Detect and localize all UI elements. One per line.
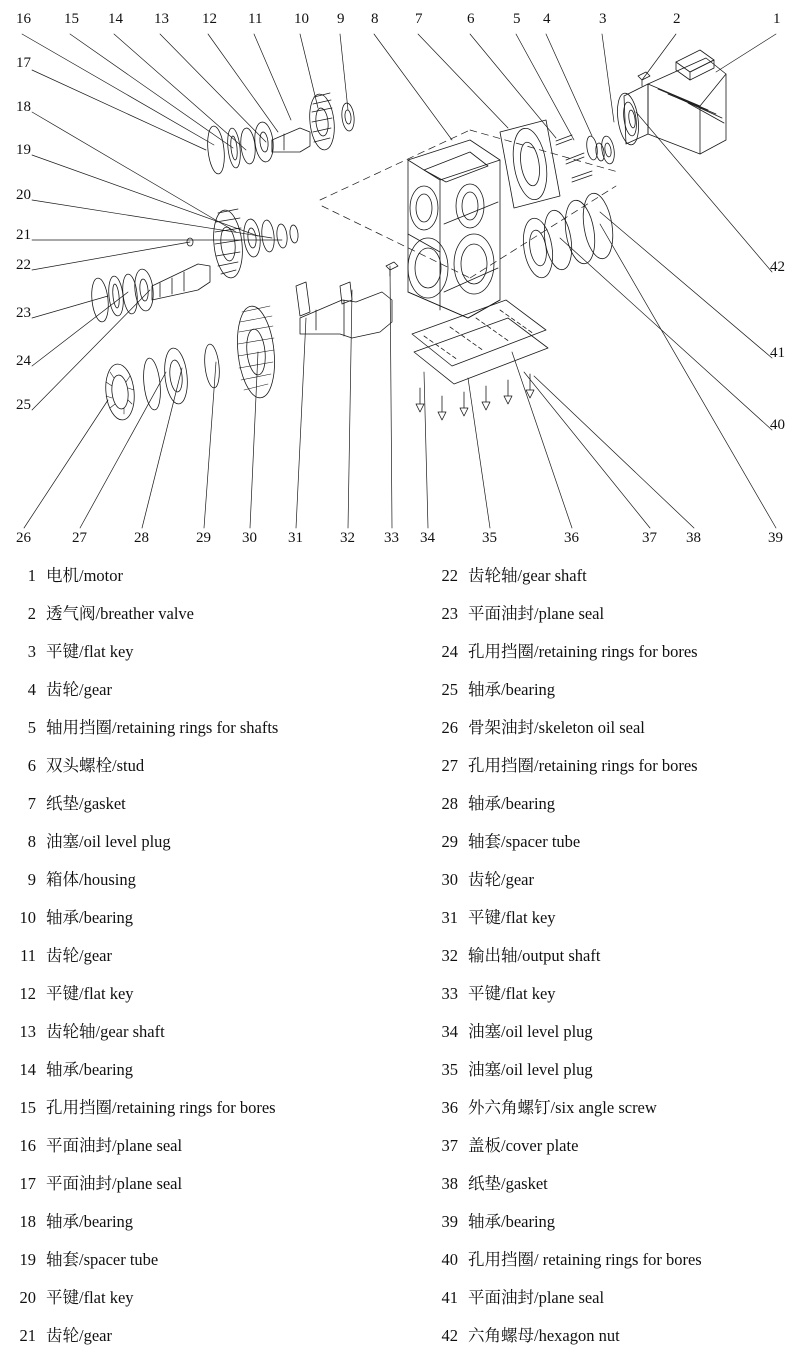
legend-index: 18	[19, 1212, 36, 1231]
legend-index: 4	[27, 680, 36, 699]
list-item	[8, 600, 408, 638]
callout-29: 29	[196, 530, 211, 546]
legend-label: 透气阀/breather valve	[46, 604, 194, 623]
list-item	[430, 1094, 800, 1132]
callout-13: 13	[154, 11, 169, 27]
callout-35: 35	[482, 530, 497, 546]
list-item	[8, 942, 408, 980]
legend-label: 孔用挡圈/retaining rings for bores	[468, 756, 698, 775]
legend-index: 13	[19, 1022, 36, 1041]
list-item	[8, 638, 408, 676]
list-item	[8, 676, 408, 714]
legend-label: 轴承/bearing	[468, 794, 556, 813]
legend-label: 油塞/oil level plug	[468, 1060, 593, 1079]
legend-index: 31	[441, 908, 458, 927]
callout-37: 37	[642, 530, 657, 546]
legend-index: 7	[27, 794, 36, 813]
legend-label: 平面油封/plane seal	[46, 1136, 183, 1155]
callout-15: 15	[64, 11, 79, 27]
callout-6: 6	[467, 11, 475, 27]
legend-label: 孔用挡圈/ retaining rings for bores	[468, 1250, 702, 1269]
callout-28: 28	[134, 530, 149, 546]
list-item	[430, 980, 800, 1018]
list-item	[8, 714, 408, 752]
parts-legend-column-right	[430, 562, 800, 1360]
legend-index: 34	[441, 1022, 458, 1041]
legend-index: 23	[441, 604, 458, 623]
legend-index: 20	[19, 1288, 36, 1307]
list-item	[430, 1322, 800, 1360]
legend-index: 24	[441, 642, 458, 661]
callout-25: 25	[16, 397, 31, 413]
legend-index: 1	[27, 566, 36, 585]
callout-5: 5	[513, 11, 521, 27]
list-item	[8, 1170, 408, 1208]
legend-label: 平键/flat key	[46, 642, 134, 661]
legend-label: 六角螺母/hexagon nut	[468, 1326, 620, 1345]
legend-label: 纸垫/gasket	[46, 794, 126, 813]
legend-index: 9	[27, 870, 36, 889]
legend-index: 27	[441, 756, 458, 775]
list-item	[430, 638, 800, 676]
legend-index: 10	[19, 908, 36, 927]
callout-27: 27	[72, 530, 87, 546]
callout-39: 39	[768, 530, 783, 546]
legend-index: 8	[27, 832, 36, 851]
legend-index: 25	[441, 680, 458, 699]
callout-9: 9	[337, 11, 345, 27]
legend-label: 平键/flat key	[468, 984, 556, 1003]
callout-10: 10	[294, 11, 309, 27]
legend-index: 29	[441, 832, 458, 851]
exploded-assembly-drawing	[0, 0, 800, 560]
legend-index: 32	[441, 946, 458, 965]
list-item	[430, 752, 800, 790]
list-item	[430, 1284, 800, 1322]
legend-index: 41	[441, 1288, 458, 1307]
legend-label: 齿轮轴/gear shaft	[46, 1022, 165, 1041]
legend-index: 21	[19, 1326, 36, 1345]
legend-label: 齿轮/gear	[46, 946, 112, 965]
legend-label: 盖板/cover plate	[468, 1136, 579, 1155]
list-item	[430, 1170, 800, 1208]
callout-42: 42	[770, 259, 785, 275]
legend-label: 骨架油封/skeleton oil seal	[468, 718, 645, 737]
legend-label: 双头螺栓/stud	[46, 756, 145, 775]
callout-8: 8	[371, 11, 379, 27]
legend-label: 平键/flat key	[46, 1288, 134, 1307]
callout-7: 7	[415, 11, 423, 27]
list-item	[430, 828, 800, 866]
list-item	[430, 1132, 800, 1170]
legend-label: 孔用挡圈/retaining rings for bores	[468, 642, 698, 661]
callout-1: 1	[773, 11, 781, 27]
legend-index: 14	[19, 1060, 36, 1079]
list-item	[430, 676, 800, 714]
list-item	[8, 1132, 408, 1170]
legend-index: 33	[441, 984, 458, 1003]
legend-label: 齿轮轴/gear shaft	[468, 566, 587, 585]
legend-index: 39	[441, 1212, 458, 1231]
list-item	[430, 1018, 800, 1056]
list-item	[8, 1208, 408, 1246]
legend-index: 40	[441, 1250, 458, 1269]
callout-22: 22	[16, 257, 31, 273]
legend-index: 6	[27, 756, 36, 775]
legend-index: 22	[441, 566, 458, 585]
list-item	[8, 904, 408, 942]
list-item	[430, 1208, 800, 1246]
legend-label: 轴套/spacer tube	[46, 1250, 159, 1269]
legend-index: 3	[27, 642, 36, 661]
legend-label: 外六角螺钉/six angle screw	[468, 1098, 657, 1117]
legend-index: 15	[19, 1098, 36, 1117]
legend-label: 轴承/bearing	[46, 1060, 134, 1079]
legend-index: 12	[19, 984, 36, 1003]
callout-26: 26	[16, 530, 31, 546]
legend-index: 2	[27, 604, 36, 623]
legend-index: 35	[441, 1060, 458, 1079]
legend-index: 38	[441, 1174, 458, 1193]
list-item	[8, 980, 408, 1018]
callout-34: 34	[420, 530, 435, 546]
list-item	[430, 1056, 800, 1094]
legend-label: 轴用挡圈/retaining rings for shafts	[46, 718, 279, 737]
legend-label: 输出轴/output shaft	[468, 946, 601, 965]
legend-label: 平键/flat key	[46, 984, 134, 1003]
list-item	[8, 1246, 408, 1284]
callout-30: 30	[242, 530, 257, 546]
callout-16: 16	[16, 11, 31, 27]
parts-legend-column-left	[8, 562, 408, 1360]
list-item	[430, 866, 800, 904]
legend-index: 17	[19, 1174, 36, 1193]
legend-label: 齿轮/gear	[468, 870, 534, 889]
list-item	[430, 600, 800, 638]
callout-32: 32	[340, 530, 355, 546]
callout-33: 33	[384, 530, 399, 546]
callout-24: 24	[16, 353, 31, 369]
legend-index: 5	[27, 718, 36, 737]
callout-17: 17	[16, 55, 31, 71]
list-item	[430, 714, 800, 752]
list-item	[430, 1246, 800, 1284]
list-item	[8, 752, 408, 790]
legend-label: 齿轮/gear	[46, 680, 112, 699]
legend-label: 平面油封/plane seal	[468, 604, 605, 623]
callout-11: 11	[248, 11, 263, 27]
callout-2: 2	[673, 11, 681, 27]
legend-label: 平键/flat key	[468, 908, 556, 927]
legend-label: 轴承/bearing	[46, 908, 134, 927]
legend-label: 平面油封/plane seal	[468, 1288, 605, 1307]
legend-label: 轴承/bearing	[468, 1212, 556, 1231]
callout-23: 23	[16, 305, 31, 321]
legend-index: 16	[19, 1136, 36, 1155]
legend-index: 30	[441, 870, 458, 889]
legend-index: 37	[441, 1136, 458, 1155]
callout-14: 14	[108, 11, 123, 27]
callout-21: 21	[16, 227, 31, 243]
legend-label: 轴承/bearing	[46, 1212, 134, 1231]
legend-label: 油塞/oil level plug	[468, 1022, 593, 1041]
callout-41: 41	[770, 345, 785, 361]
legend-label: 齿轮/gear	[46, 1326, 112, 1345]
list-item	[430, 904, 800, 942]
legend-index: 42	[441, 1326, 458, 1345]
callout-12: 12	[202, 11, 217, 27]
list-item	[8, 1094, 408, 1132]
list-item	[8, 1018, 408, 1056]
list-item	[8, 828, 408, 866]
list-item	[8, 1284, 408, 1322]
list-item	[8, 1056, 408, 1094]
legend-label: 电机/motor	[46, 566, 123, 585]
legend-label: 轴套/spacer tube	[468, 832, 581, 851]
assembly-illustration	[0, 0, 800, 560]
parts-legend	[0, 562, 800, 1352]
list-item	[8, 1322, 408, 1360]
legend-index: 36	[441, 1098, 458, 1117]
legend-index: 28	[441, 794, 458, 813]
list-item	[8, 866, 408, 904]
callout-31: 31	[288, 530, 303, 546]
legend-label: 油塞/oil level plug	[46, 832, 171, 851]
list-item	[8, 790, 408, 828]
list-item	[430, 790, 800, 828]
callout-40: 40	[770, 417, 785, 433]
callout-3: 3	[599, 11, 607, 27]
list-item	[430, 942, 800, 980]
list-item	[430, 562, 800, 600]
legend-index: 19	[19, 1250, 36, 1269]
legend-label: 轴承/bearing	[468, 680, 556, 699]
callout-20: 20	[16, 187, 31, 203]
legend-index: 26	[441, 718, 458, 737]
callout-38: 38	[686, 530, 701, 546]
callout-4: 4	[543, 11, 551, 27]
legend-label: 平面油封/plane seal	[46, 1174, 183, 1193]
legend-index: 11	[20, 946, 36, 965]
list-item	[8, 562, 408, 600]
callout-18: 18	[16, 99, 31, 115]
callout-36: 36	[564, 530, 579, 546]
callout-19: 19	[16, 142, 31, 158]
legend-label: 纸垫/gasket	[468, 1174, 548, 1193]
legend-label: 孔用挡圈/retaining rings for bores	[46, 1098, 276, 1117]
legend-label: 箱体/housing	[46, 870, 136, 889]
